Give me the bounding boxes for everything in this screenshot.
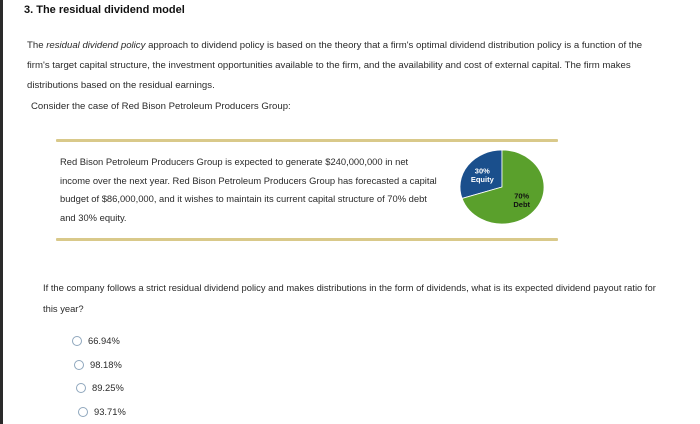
pie-slice-name-label: Debt [513, 200, 531, 210]
intro-line: The residual dividend policy approach to dividend policy is based on the theory that a firm's optimal dividend distribution policy is a function of the [27, 40, 643, 51]
pie-slice-percent-label: 70% [514, 191, 530, 201]
scenario-line: budget of $86,000,000, and it wishes to maintain its current capital structure of 70% debt [60, 193, 427, 204]
question-text [43, 277, 683, 319]
scenario-text [60, 153, 460, 227]
intro-paragraph [27, 36, 667, 96]
answer-option[interactable] [74, 359, 122, 370]
radio-button[interactable] [74, 360, 84, 370]
problem-title: 3. The residual dividend model [24, 4, 185, 16]
radio-button[interactable] [76, 383, 86, 393]
answer-option-label: 98.18% [90, 359, 122, 370]
radio-button[interactable] [78, 407, 88, 417]
pie-slice-percent-label: 30% [474, 166, 490, 176]
scenario-top-divider [56, 139, 558, 142]
answer-option-label: 93.71% [94, 406, 126, 417]
radio-button[interactable] [72, 336, 82, 346]
scenario-line: Red Bison Petroleum Producers Group is expected to generate $240,000,000 in net [60, 156, 409, 167]
capital-structure-pie-chart [458, 148, 546, 226]
question-line: If the company follows a strict residual dividend policy and makes distributions in the form of dividends, what is its expected dividend payout ratio for [43, 282, 656, 293]
pie-slice-name-label: Equity [470, 174, 494, 184]
intro-line: firm's target capital structure, the investment opportunities available to the firm, and the availability and cost of external capital. The firm makes [27, 60, 631, 71]
scenario-bottom-divider [56, 238, 558, 241]
consider-text: Consider the case of Red Bison Petroleum Producers Group: [31, 101, 291, 112]
left-edge-border [0, 0, 3, 424]
answer-option[interactable] [76, 382, 124, 393]
question-line: this year? [43, 303, 84, 314]
answer-option[interactable] [78, 406, 126, 417]
scenario-line: income over the next year. Red Bison Petroleum Producers Group has forecasted a capital [60, 174, 437, 186]
scenario-line: and 30% equity. [60, 211, 127, 223]
answer-option-label: 66.94% [88, 335, 120, 346]
answer-option-label: 89.25% [92, 382, 124, 393]
answer-option[interactable] [72, 335, 120, 346]
intro-line: distributions based on the residual earnings. [27, 80, 215, 91]
